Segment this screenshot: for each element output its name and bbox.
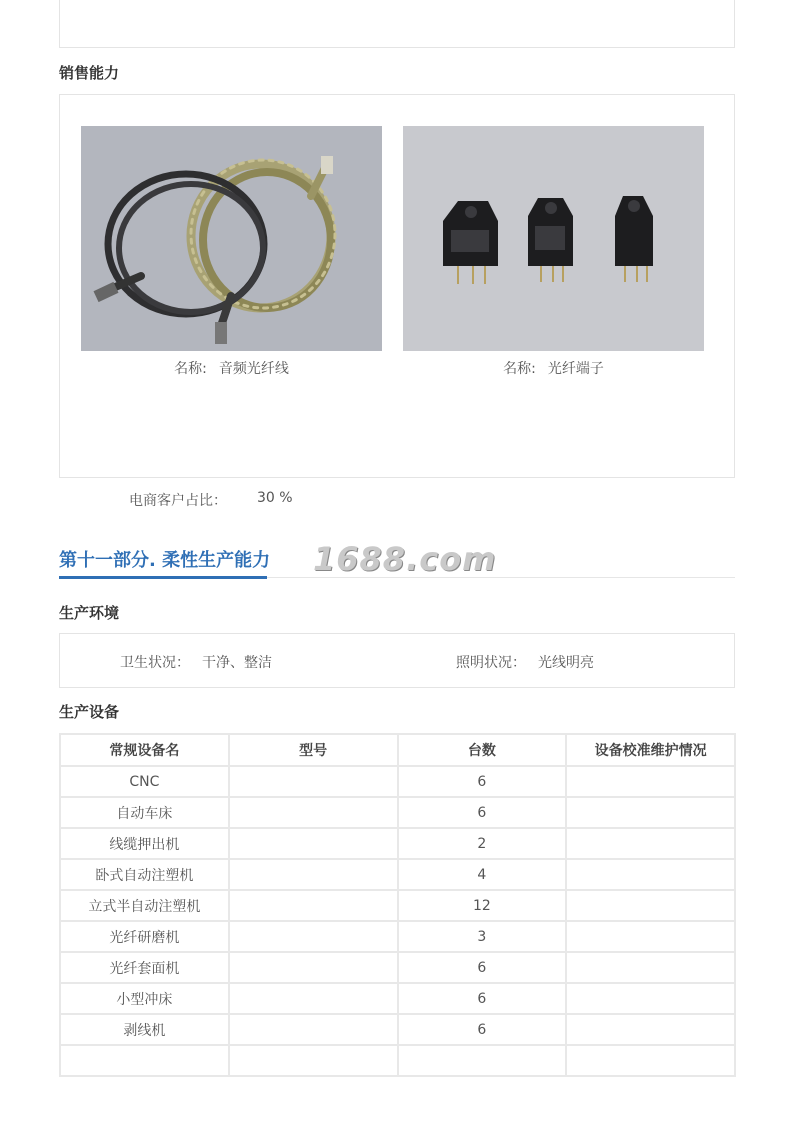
page-bottom-margin xyxy=(0,1084,792,1124)
table-cell: 自动车床 xyxy=(60,797,229,828)
table-cell: 6 xyxy=(398,766,567,797)
environment-heading: 生产环境 xyxy=(59,604,120,622)
equipment-table xyxy=(59,733,736,1077)
table-cell: 6 xyxy=(398,797,567,828)
table-cell xyxy=(566,952,735,983)
table-cell: CNC xyxy=(60,766,229,797)
ecommerce-ratio xyxy=(129,490,293,510)
table-cell: 线缆押出机 xyxy=(60,828,229,859)
caption-label: 名称: xyxy=(174,361,207,377)
previous-panel-bottom xyxy=(59,0,735,48)
table-header-row xyxy=(60,734,735,766)
caption-label: 名称: xyxy=(503,361,536,377)
table-cell xyxy=(229,983,398,1014)
table-cell: 6 xyxy=(398,1014,567,1045)
table-row xyxy=(60,921,735,952)
section-title: 第十一部分. 柔性生产能力 xyxy=(59,550,271,571)
lighting-status xyxy=(456,652,594,672)
table-cell xyxy=(229,828,398,859)
table-row xyxy=(60,983,735,1014)
table-row xyxy=(60,890,735,921)
table-row xyxy=(60,859,735,890)
table-row xyxy=(60,1045,735,1076)
table-cell xyxy=(566,828,735,859)
table-cell xyxy=(229,1014,398,1045)
column-header: 常规设备名 xyxy=(60,734,229,766)
product-photo-cable xyxy=(81,126,382,351)
table-cell xyxy=(398,1045,567,1076)
table-cell xyxy=(229,859,398,890)
table-cell xyxy=(566,921,735,952)
table-cell: 3 xyxy=(398,921,567,952)
table-cell: 6 xyxy=(398,983,567,1014)
table-cell xyxy=(229,797,398,828)
table-row xyxy=(60,766,735,797)
table-cell: 光纤套面机 xyxy=(60,952,229,983)
table-cell xyxy=(566,890,735,921)
caption-name: 音频光纤线 xyxy=(218,361,289,377)
table-cell xyxy=(566,766,735,797)
column-header: 设备校准维护情况 xyxy=(566,734,735,766)
table-cell xyxy=(566,983,735,1014)
table-cell: 12 xyxy=(398,890,567,921)
table-row xyxy=(60,828,735,859)
ecommerce-value: 30 % xyxy=(257,490,293,506)
column-header: 型号 xyxy=(229,734,398,766)
product-photo-connector xyxy=(403,126,704,351)
table-row xyxy=(60,952,735,983)
hygiene-label: 卫生状况： xyxy=(120,655,190,671)
table-cell: 小型冲床 xyxy=(60,983,229,1014)
lighting-value: 光线明亮 xyxy=(538,655,594,671)
sales-heading: 销售能力 xyxy=(59,64,120,82)
watermark-logo: 1688.com xyxy=(313,540,497,578)
table-cell: 6 xyxy=(398,952,567,983)
ecommerce-label: 电商客户占比： xyxy=(129,493,227,509)
lighting-label: 照明状况： xyxy=(456,655,526,671)
table-row xyxy=(60,1014,735,1045)
table-row xyxy=(60,797,735,828)
table-cell xyxy=(60,1045,229,1076)
table-cell: 立式半自动注塑机 xyxy=(60,890,229,921)
table-cell xyxy=(229,952,398,983)
column-header: 台数 xyxy=(398,734,567,766)
section-title-underline xyxy=(59,576,267,579)
table-cell: 卧式自动注塑机 xyxy=(60,859,229,890)
table-cell xyxy=(229,1045,398,1076)
table-cell: 2 xyxy=(398,828,567,859)
table-cell xyxy=(229,766,398,797)
hygiene-value: 干净、整洁 xyxy=(202,655,272,671)
table-cell: 光纤研磨机 xyxy=(60,921,229,952)
table-cell xyxy=(229,921,398,952)
table-cell xyxy=(566,859,735,890)
hygiene-status xyxy=(120,652,272,672)
equipment-heading: 生产设备 xyxy=(59,703,120,721)
caption-name: 光纤端子 xyxy=(547,361,604,377)
product-caption-1 xyxy=(81,358,382,378)
table-cell: 剥线机 xyxy=(60,1014,229,1045)
product-caption-2 xyxy=(403,358,704,378)
table-cell xyxy=(566,1014,735,1045)
table-cell xyxy=(229,890,398,921)
table-cell xyxy=(566,1045,735,1076)
table-cell: 4 xyxy=(398,859,567,890)
table-cell xyxy=(566,797,735,828)
